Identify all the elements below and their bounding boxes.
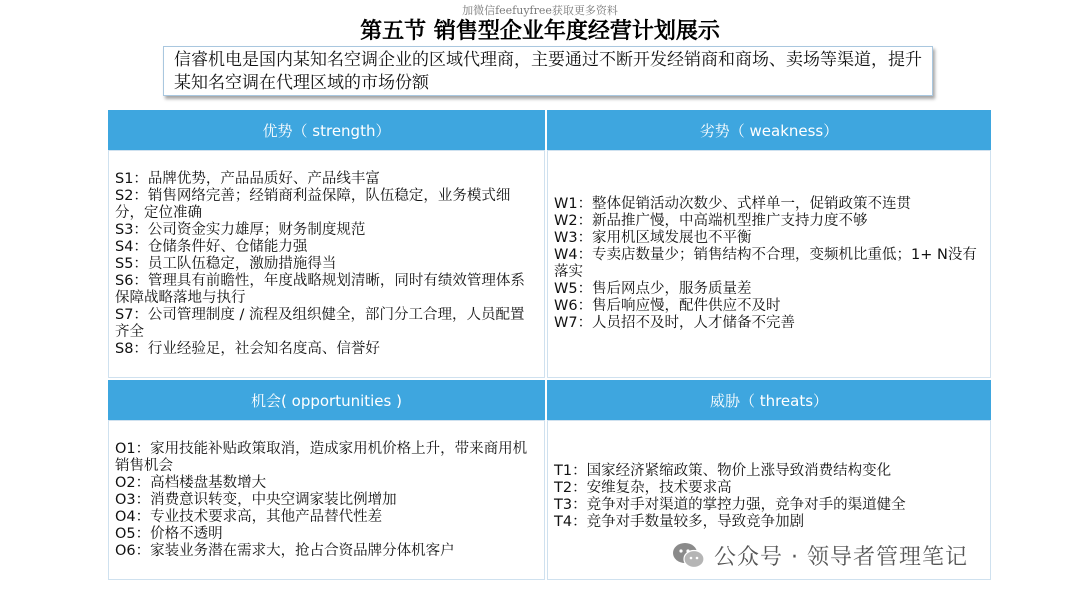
strength-item: S2：销售网络完善；经销商利益保障，队伍稳定，业务模式细分，定位准确 [115, 187, 511, 221]
strength-item: S5：员工队伍稳定，激励措施得当 [115, 255, 337, 272]
threats-header [547, 380, 991, 420]
intro-box [163, 46, 933, 96]
threats-item: T4：竞争对手数量较多，导致竞争加剧 [554, 514, 805, 530]
footer-watermark [672, 540, 968, 571]
threats-item: T1：国家经济紧缩政策、物价上涨导致消费结构变化 [554, 463, 892, 479]
strength-item: S8：行业经验足，社会知名度高、信誉好 [115, 340, 380, 357]
strength-item: S4：仓储条件好、仓储能力强 [115, 238, 308, 255]
strength-item: S3：公司资金实力雄厚；财务制度规范 [115, 221, 366, 238]
strength-item: S7：公司管理制度 / 流程及组织健全，部门分工合理，人员配置齐全 [115, 306, 525, 340]
strength-header [108, 110, 545, 150]
weakness-item: W6：售后响应慢，配件供应不及时 [554, 298, 781, 314]
page-title: 第五节 销售型企业年度经营计划展示 [360, 19, 720, 44]
weakness-item: W5：售后网点少，服务质量差 [554, 281, 752, 297]
footer-watermark-text: 公众号 · 领导者管理笔记 [714, 545, 968, 570]
swot-table [108, 110, 991, 580]
wechat-icon [672, 541, 706, 571]
opportunities-item: O3：消费意识转变，中央空调家装比例增加 [115, 491, 397, 508]
opportunities-item: O5：价格不透明 [115, 525, 223, 542]
strength-item: S1：品牌优势，产品品质好、产品线丰富 [115, 170, 380, 187]
opportunities-cell [108, 420, 545, 580]
opportunities-item: O2：高档楼盘基数增大 [115, 474, 267, 491]
weakness-cell [547, 150, 991, 378]
weakness-item: W1：整体促销活动次数少、式样单一，促销政策不连贯 [554, 196, 912, 212]
strength-item: S6：管理具有前瞻性，年度战略规划清晰，同时有绩效管理体系保障战略落地与执行 [115, 272, 525, 306]
watermark-text: 加微信feefuyfree获取更多资料 [462, 4, 618, 17]
weakness-item: W4：专卖店数量少；销售结构不合理，变频机比重低；1+ N没有落实 [554, 247, 977, 280]
threats-heading: 威胁（ threats） [709, 391, 829, 410]
weakness-heading: 劣势（ weakness） [699, 121, 839, 140]
weakness-header [547, 110, 991, 150]
opportunities-header [108, 380, 545, 420]
opportunities-item: O4：专业技术要求高，其他产品替代性差 [115, 508, 383, 525]
threats-item: T3：竞争对手对渠道的掌控力强，竞争对手的渠道健全 [554, 497, 906, 513]
strength-heading: 优势（ strength） [262, 121, 391, 140]
intro-text: 信睿机电是国内某知名空调企业的区域代理商，主要通过不断开发经销商和商场、卖场等渠道，提升某知名空调在代理区域的市场份额 [174, 50, 922, 93]
opportunities-item: O1：家用技能补贴政策取消，造成家用机价格上升，带来商用机销售机会 [115, 440, 528, 474]
opportunities-item: O6：家装业务潜在需求大，抢占合资品牌分体机客户 [115, 542, 455, 559]
strength-cell [108, 150, 545, 378]
weakness-item: W7：人员招不及时，人才储备不完善 [554, 315, 796, 331]
opportunities-heading: 机会( opportunities ) [251, 391, 402, 410]
weakness-item: W3：家用机区域发展也不平衡 [554, 230, 752, 246]
threats-item: T2：安维复杂，技术要求高 [554, 480, 732, 496]
weakness-item: W2：新品推广慢，中高端机型推广支持力度不够 [554, 213, 868, 229]
